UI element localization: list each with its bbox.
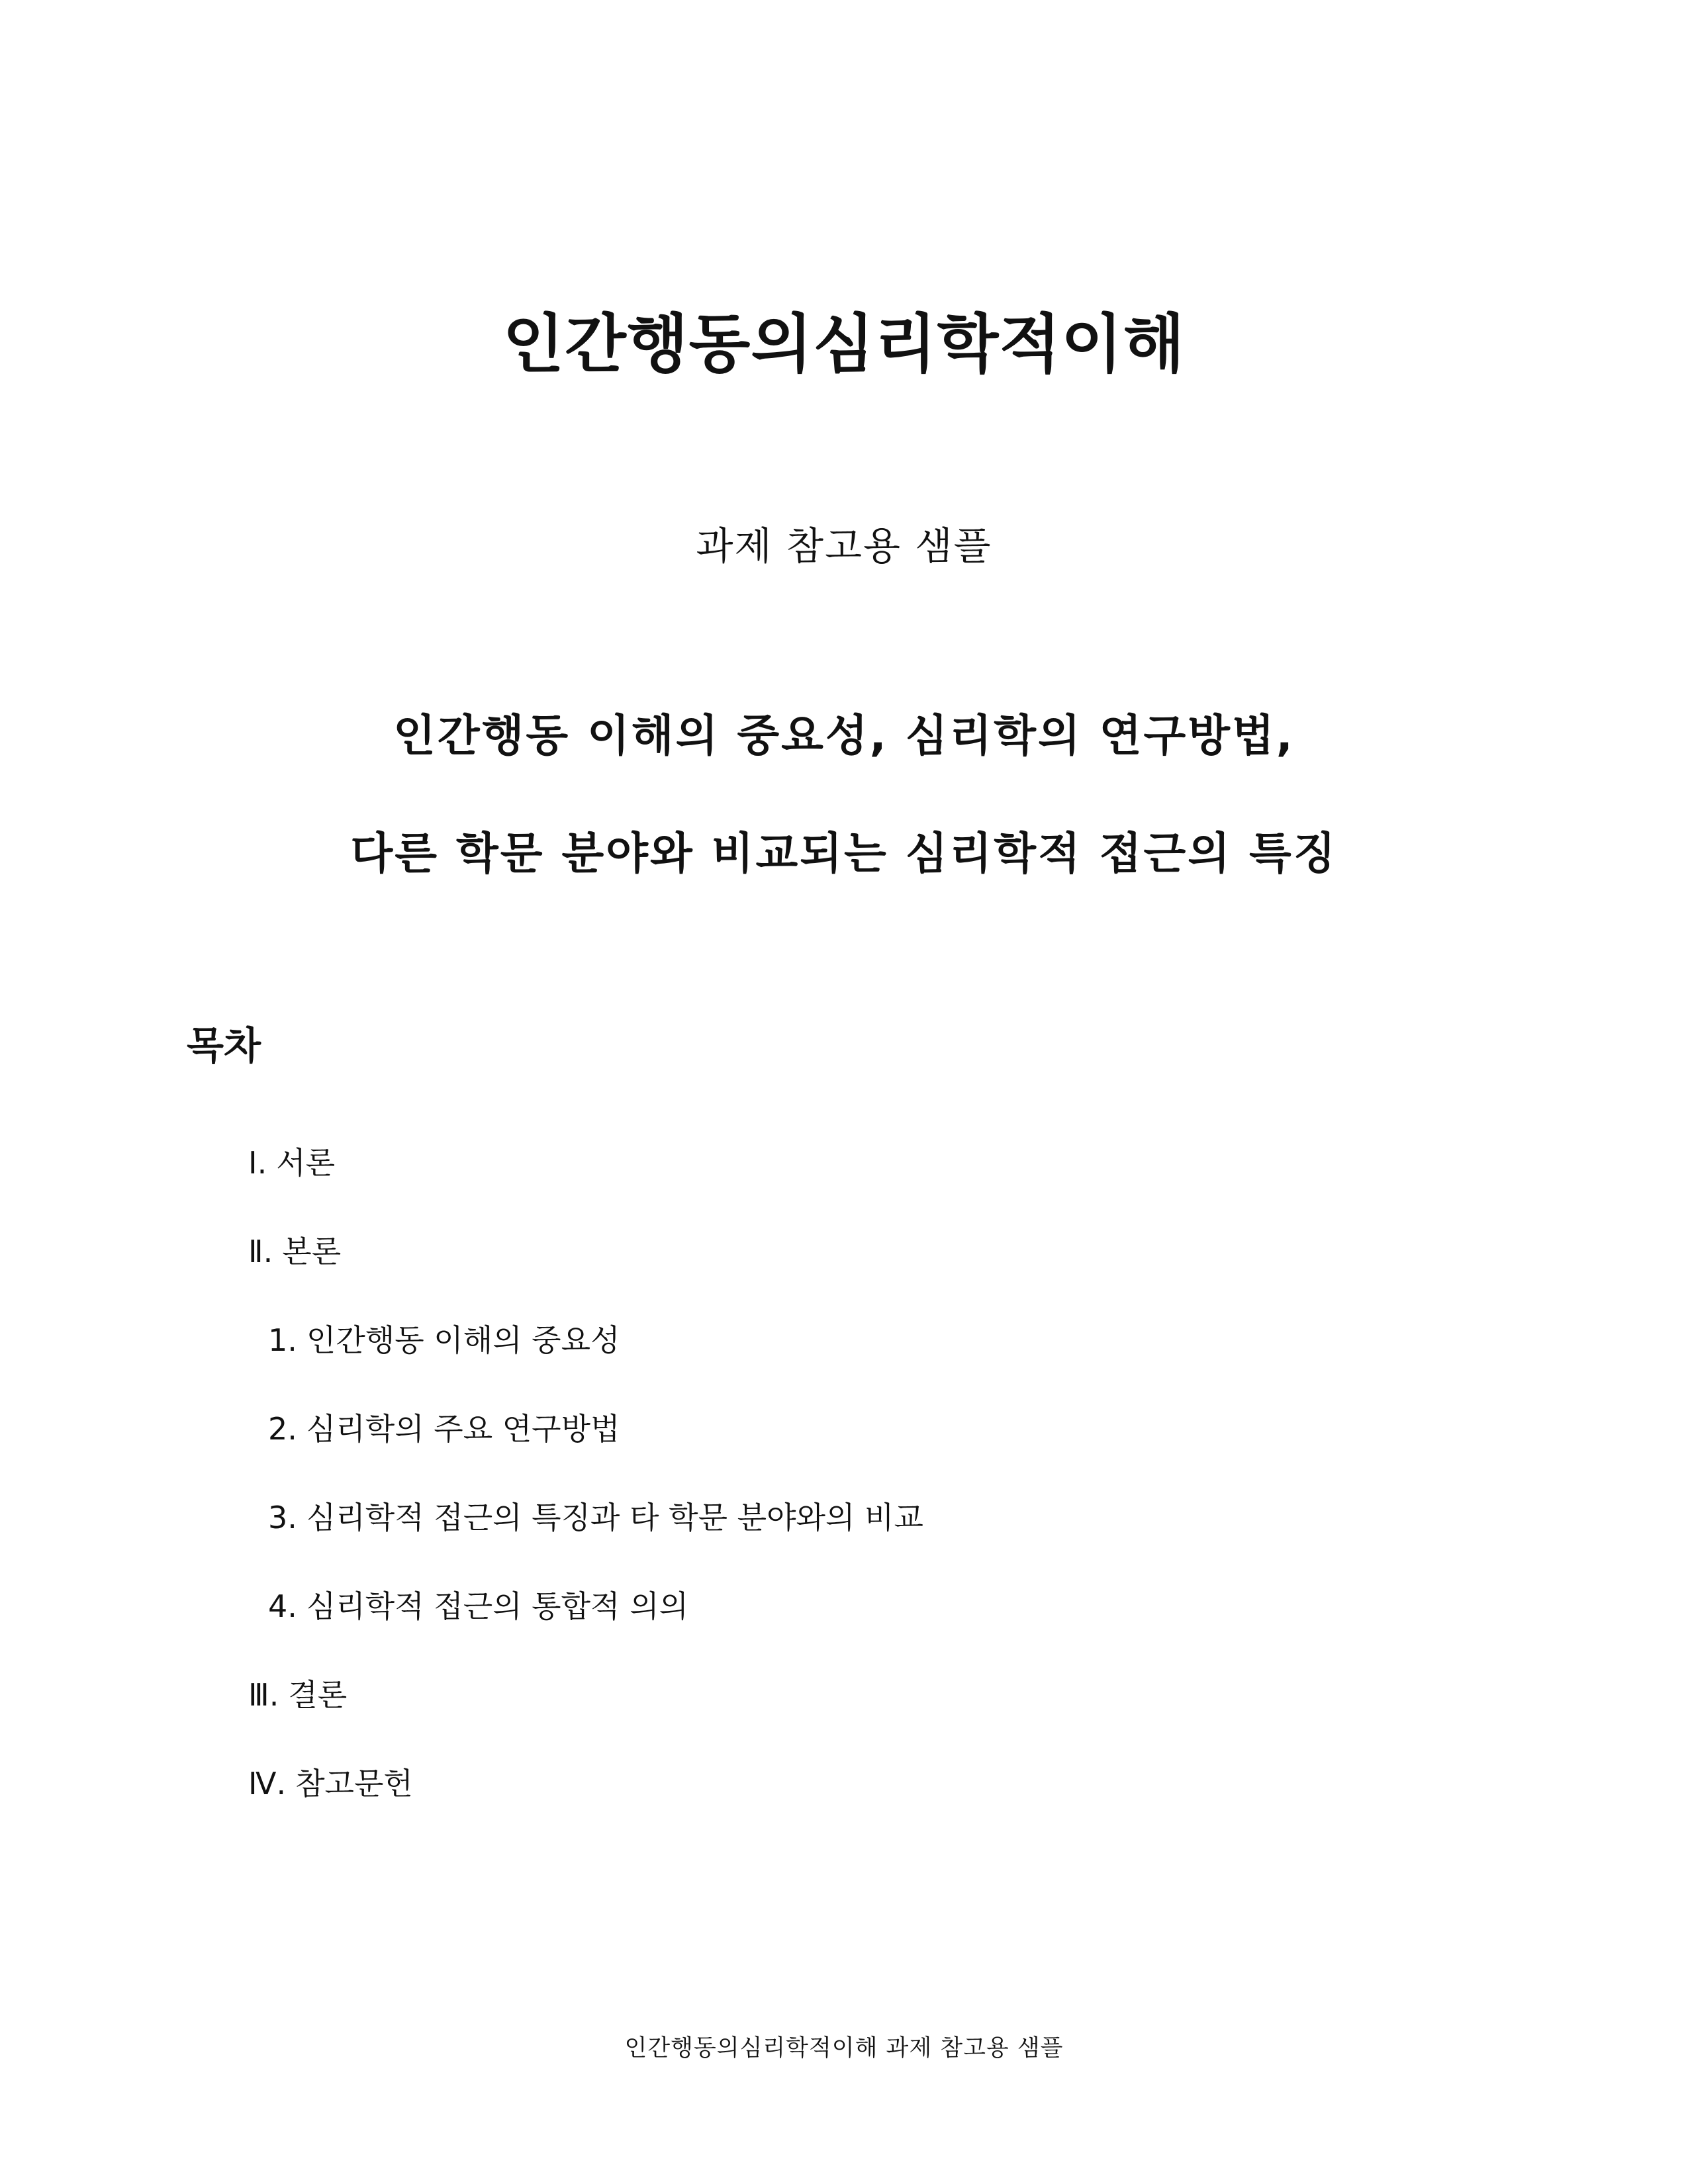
- toc-item-number: Ⅲ.: [248, 1677, 279, 1713]
- toc-item-number: 2.: [268, 1411, 297, 1447]
- toc-item-label: 참고문헌: [295, 1766, 413, 1801]
- document-subtitle: 과제 참고용 샘플: [696, 523, 992, 569]
- toc-item-section-2: [268, 1408, 620, 1450]
- toc-item-number: 3.: [268, 1500, 297, 1535]
- toc-item-number: Ⅳ.: [248, 1766, 287, 1801]
- toc-item-introduction: [248, 1142, 335, 1184]
- toc-item-number: Ⅰ.: [248, 1145, 267, 1181]
- topic-line-1: 인간행동 이해의 중요성, 심리학의 연구방법,: [393, 710, 1295, 761]
- toc-item-section-4: [268, 1585, 688, 1627]
- toc-item-number: 1.: [268, 1322, 297, 1358]
- toc-item-label: 심리학적 접근의 통합적 의의: [306, 1588, 688, 1624]
- toc-item-label: 결론: [288, 1677, 348, 1713]
- toc-item-references: [248, 1762, 413, 1805]
- toc-item-label: 심리학의 주요 연구방법: [306, 1411, 620, 1447]
- toc-item-number: 4.: [268, 1588, 297, 1624]
- toc-item-body: [248, 1230, 341, 1273]
- topic-line-2: 다른 학문 분야와 비교되는 심리학적 접근의 특징: [350, 828, 1338, 879]
- toc-item-label: 본론: [282, 1234, 342, 1269]
- toc-heading: 목차: [187, 1023, 261, 1068]
- toc-item-label: 서론: [276, 1145, 336, 1181]
- toc-item-label: 심리학적 접근의 특징과 타 학문 분야와의 비교: [306, 1500, 923, 1535]
- toc-item-section-1: [268, 1319, 620, 1361]
- toc-item-label: 인간행동 이해의 중요성: [306, 1322, 620, 1358]
- document-title: 인간행동의심리학적이해: [502, 307, 1186, 381]
- page-footer: 인간행동의심리학적이해 과제 참고용 샘플: [624, 2035, 1064, 2062]
- toc-item-conclusion: [248, 1674, 347, 1716]
- toc-item-number: Ⅱ.: [248, 1234, 273, 1269]
- toc-item-section-3: [268, 1496, 923, 1539]
